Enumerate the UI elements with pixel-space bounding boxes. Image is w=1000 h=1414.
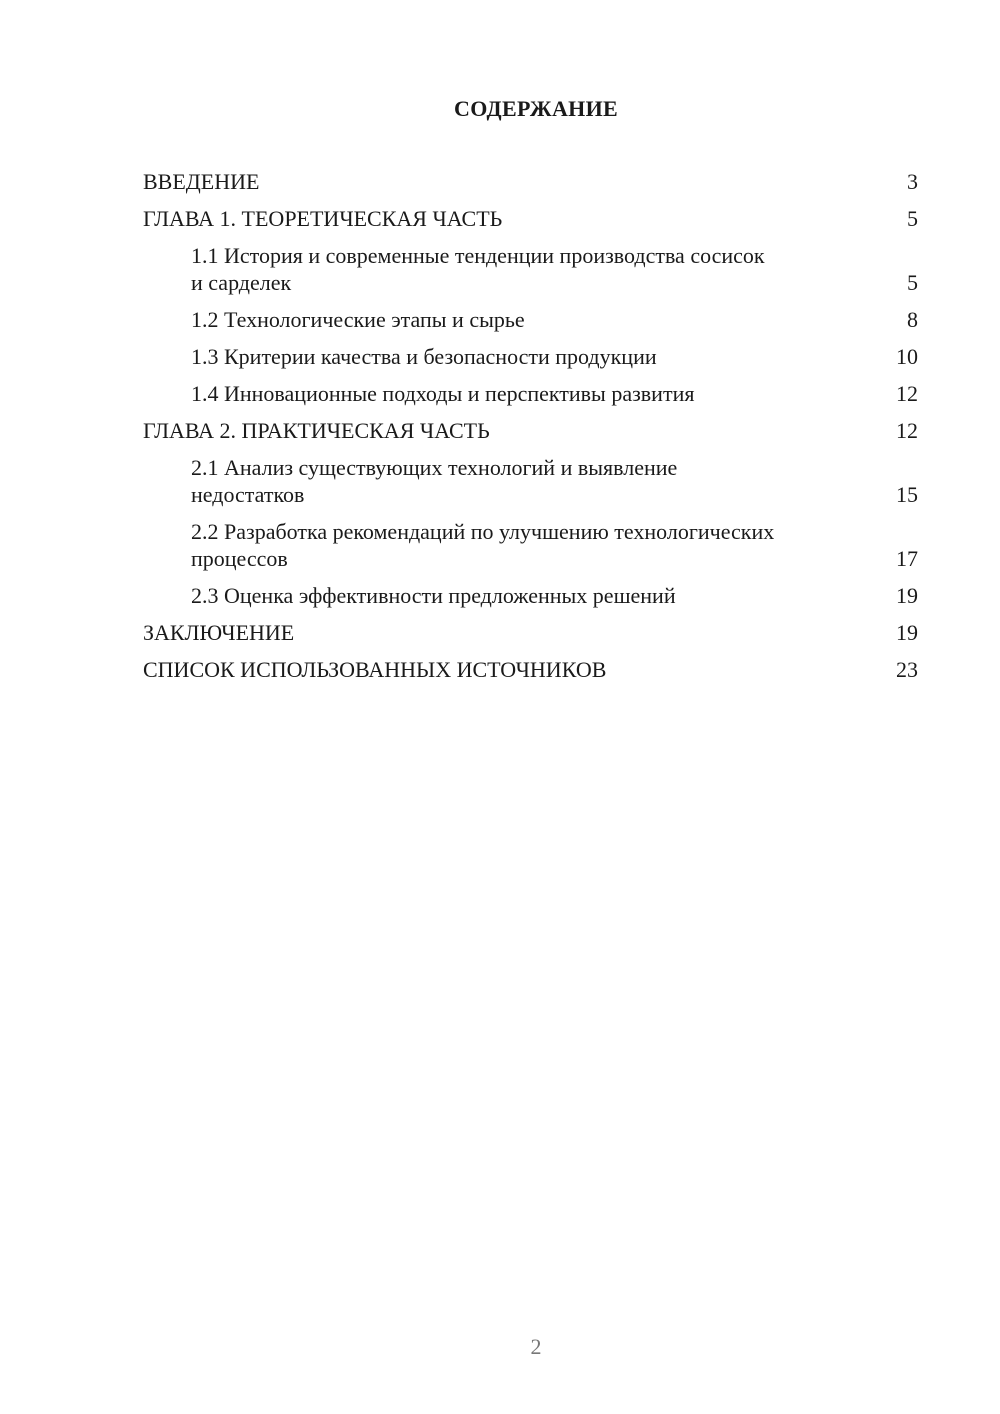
toc-entry-page: 5	[907, 206, 918, 231]
toc-entry-page: 10	[896, 344, 918, 369]
page-number: 2	[530, 1334, 542, 1359]
toc-entry-introduction[interactable]	[143, 168, 918, 195]
toc-entry-2-2[interactable]	[143, 518, 918, 572]
toc-entry-1-2[interactable]	[143, 306, 918, 333]
table-of-contents	[143, 168, 918, 693]
page-title: СОДЕРЖАНИЕ	[454, 96, 618, 121]
toc-entry-2-3[interactable]	[143, 582, 918, 609]
toc-entry-page: 15	[896, 482, 918, 507]
toc-entry-2-1[interactable]	[143, 454, 918, 508]
toc-entry-1-4[interactable]	[143, 380, 918, 407]
toc-entry-conclusion[interactable]	[143, 619, 918, 646]
toc-entry-chapter-1[interactable]	[143, 205, 918, 232]
toc-entry-references[interactable]	[143, 656, 918, 683]
toc-entry-label: ГЛАВА 1. ТЕОРЕТИЧЕСКАЯ ЧАСТЬ	[143, 206, 503, 231]
toc-entry-page: 8	[907, 307, 918, 332]
toc-entry-page: 17	[896, 546, 918, 571]
toc-entry-label: 1.1 История и современные тенденции производства сосисок и сарделек	[191, 243, 765, 295]
toc-entry-chapter-2[interactable]	[143, 417, 918, 444]
toc-entry-page: 12	[896, 381, 918, 406]
toc-entry-page: 23	[896, 657, 918, 682]
toc-entry-label: 1.2 Технологические этапы и сырье	[191, 307, 525, 332]
toc-entry-label: 2.1 Анализ существующих технологий и выявление недостатков	[191, 455, 678, 507]
toc-entry-1-3[interactable]	[143, 343, 918, 370]
toc-entry-page: 19	[896, 620, 918, 645]
toc-entry-label: 2.2 Разработка рекомендаций по улучшению технологических процессов	[191, 519, 775, 571]
toc-entry-label: ЗАКЛЮЧЕНИЕ	[143, 620, 295, 645]
toc-entry-label: 1.4 Инновационные подходы и перспективы развития	[191, 381, 695, 406]
toc-entry-label: ВВЕДЕНИЕ	[143, 169, 260, 194]
toc-entry-label: 2.3 Оценка эффективности предложенных решений	[191, 583, 676, 608]
toc-entry-page: 12	[896, 418, 918, 443]
toc-entry-label: СПИСОК ИСПОЛЬЗОВАННЫХ ИСТОЧНИКОВ	[143, 657, 607, 682]
toc-entry-page: 3	[907, 169, 918, 194]
toc-entry-label: 1.3 Критерии качества и безопасности продукции	[191, 344, 657, 369]
toc-entry-page: 19	[896, 583, 918, 608]
toc-entry-1-1[interactable]	[143, 242, 918, 296]
toc-entry-page: 5	[907, 270, 918, 295]
toc-entry-label: ГЛАВА 2. ПРАКТИЧЕСКАЯ ЧАСТЬ	[143, 418, 490, 443]
